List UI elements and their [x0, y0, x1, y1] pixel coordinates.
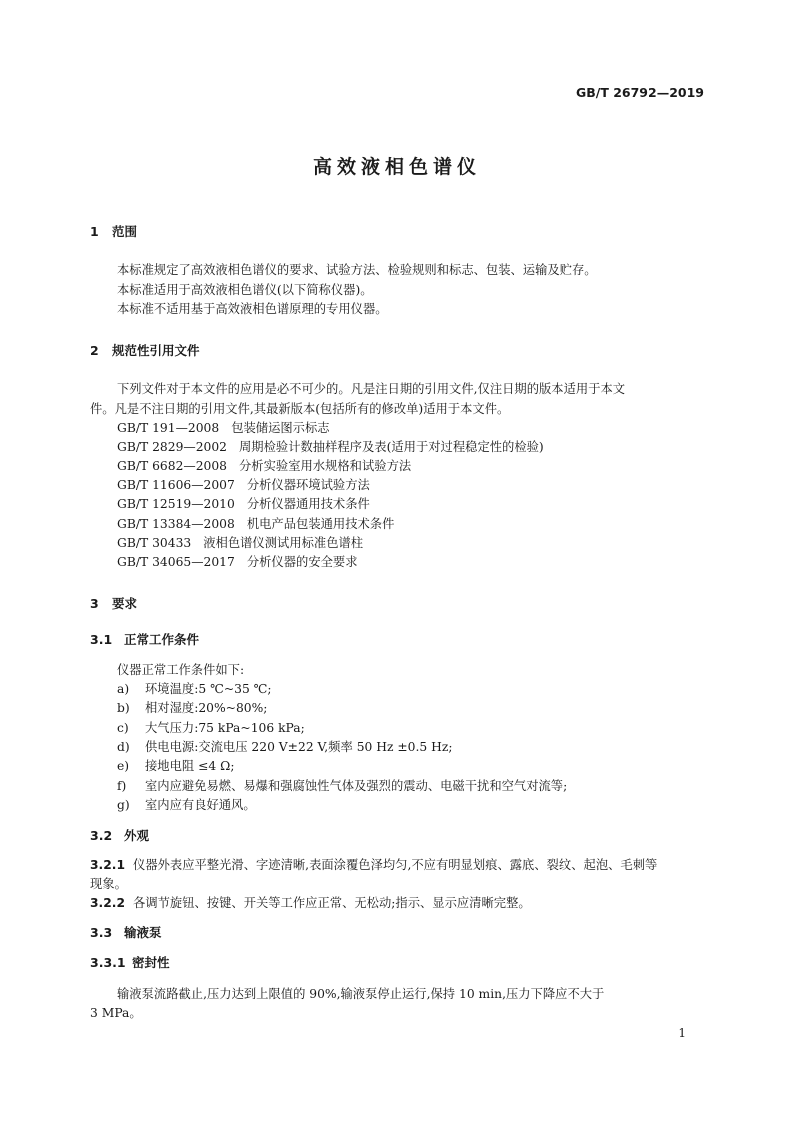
- reference-item: [117, 456, 411, 474]
- subsection-3-3-1-heading: [90, 953, 170, 971]
- list-text: 环境温度:5 ℃~35 ℃;: [145, 682, 272, 696]
- list-text: 相对湿度:20%~80%;: [145, 701, 268, 715]
- section-title: 范围: [112, 224, 138, 239]
- section-2-heading: [90, 341, 200, 359]
- reference-code: GB/T 34065—2017: [117, 555, 235, 569]
- paragraph: 件。凡是不注日期的引用文件,其最新版本(包括所有的修改单)适用于本文件。: [90, 402, 510, 416]
- reference-title: 分析仪器通用技术条件: [246, 497, 370, 511]
- list-marker: c): [117, 721, 129, 735]
- subsection-number: 3.2: [90, 828, 113, 843]
- subsection-title: 输液泵: [124, 925, 162, 940]
- list-marker: e): [117, 759, 130, 773]
- section-1-heading: [90, 222, 137, 240]
- list-marker: g): [117, 798, 130, 812]
- reference-title: 分析实验室用水规格和试验方法: [239, 459, 412, 473]
- section-number: 2: [90, 343, 99, 358]
- subsection-title: 正常工作条件: [124, 632, 200, 647]
- reference-title: 周期检验计数抽样程序及表(适用于对过程稳定性的检验): [239, 440, 544, 454]
- paragraph: 本标准规定了高效液相色谱仪的要求、试验方法、检验规则和标志、包装、运输及贮存。: [117, 263, 597, 277]
- reference-item: [117, 437, 544, 455]
- section-3-heading: [90, 594, 137, 612]
- clause-3-2-2: [90, 893, 531, 911]
- reference-item: [117, 514, 394, 532]
- reference-code: GB/T 13384—2008: [117, 517, 235, 531]
- document-title: 高效液相色谱仪: [312, 156, 481, 178]
- list-text: 接地电阻 ≤4 Ω;: [145, 759, 235, 773]
- section-number: 3: [90, 596, 99, 611]
- list-marker: d): [117, 740, 130, 754]
- list-item: [117, 756, 234, 774]
- reference-item: [117, 533, 363, 551]
- list-text: 供电电源:交流电压 220 V±22 V,频率 50 Hz ±0.5 Hz;: [145, 740, 453, 754]
- subsection-title: 外观: [124, 828, 150, 843]
- list-item: [117, 776, 567, 794]
- page-number: 1: [678, 1026, 686, 1040]
- reference-code: GB/T 30433: [117, 536, 192, 550]
- list-item: [117, 795, 256, 813]
- list-item: [117, 718, 305, 736]
- section-number: 1: [90, 224, 99, 239]
- list-marker: a): [117, 682, 130, 696]
- paragraph: 本标准适用于高效液相色谱仪(以下简称仪器)。: [117, 283, 373, 297]
- reference-code: GB/T 191—2008: [117, 421, 220, 435]
- list-item: [117, 737, 452, 755]
- reference-title: 机电产品包装通用技术条件: [246, 517, 395, 531]
- reference-title: 包装储运图示标志: [231, 421, 330, 435]
- reference-code: GB/T 12519—2010: [117, 497, 235, 511]
- clause-text: 各调节旋钮、按键、开关等工作应正常、无松动;指示、显示应清晰完整。: [133, 896, 531, 910]
- list-text: 室内应有良好通风。: [145, 798, 256, 812]
- reference-item: [117, 494, 370, 512]
- paragraph: 3 MPa。: [90, 1006, 142, 1020]
- clause-number: 3.2.2: [90, 896, 126, 910]
- clause-text: 仪器外表应平整光滑、字迹清晰,表面涂覆色泽均匀,不应有明显划痕、露底、裂纹、起泡、毛刺等: [133, 858, 658, 872]
- list-marker: f): [117, 779, 127, 793]
- subsection-3-3-heading: [90, 923, 162, 941]
- subsection-3-1-heading: [90, 630, 199, 648]
- paragraph: 输液泵流路截止,压力达到上限值的 90%,输液泵停止运行,保持 10 min,压力下降应不大于: [117, 987, 605, 1001]
- list-text: 室内应避免易燃、易爆和强腐蚀性气体及强烈的震动、电磁干扰和空气对流等;: [145, 779, 568, 793]
- subsection-title: 密封性: [132, 955, 170, 970]
- reference-title: 分析仪器的安全要求: [246, 555, 358, 569]
- section-title: 规范性引用文件: [112, 343, 200, 358]
- list-marker: b): [117, 701, 130, 715]
- reference-item: [117, 552, 358, 570]
- subsection-number: 3.3: [90, 925, 113, 940]
- list-text: 大气压力:75 kPa~106 kPa;: [145, 721, 305, 735]
- standard-number: GB/T 26792—2019: [575, 85, 704, 100]
- subsection-number: 3.1: [90, 632, 113, 647]
- subsection-3-2-heading: [90, 826, 149, 844]
- list-item: [117, 698, 267, 716]
- paragraph: 仪器正常工作条件如下:: [117, 663, 245, 677]
- reference-code: GB/T 11606—2007: [117, 478, 235, 492]
- clause-3-2-1: [90, 855, 657, 873]
- reference-code: GB/T 6682—2008: [117, 459, 227, 473]
- reference-title: 液相色谱仪测试用标准色谱柱: [203, 536, 364, 550]
- reference-code: GB/T 2829—2002: [117, 440, 227, 454]
- reference-item: [117, 418, 330, 436]
- clause-number: 3.2.1: [90, 858, 126, 872]
- reference-item: [117, 475, 370, 493]
- subsection-number: 3.3.1: [90, 955, 126, 970]
- list-item: [117, 679, 272, 697]
- section-title: 要求: [112, 596, 138, 611]
- paragraph: 下列文件对于本文件的应用是必不可少的。凡是注日期的引用文件,仅注日期的版本适用于本文: [117, 382, 626, 396]
- paragraph: 现象。: [90, 877, 127, 891]
- paragraph: 本标准不适用基于高效液相色谱原理的专用仪器。: [117, 302, 388, 316]
- reference-title: 分析仪器环境试验方法: [246, 478, 370, 492]
